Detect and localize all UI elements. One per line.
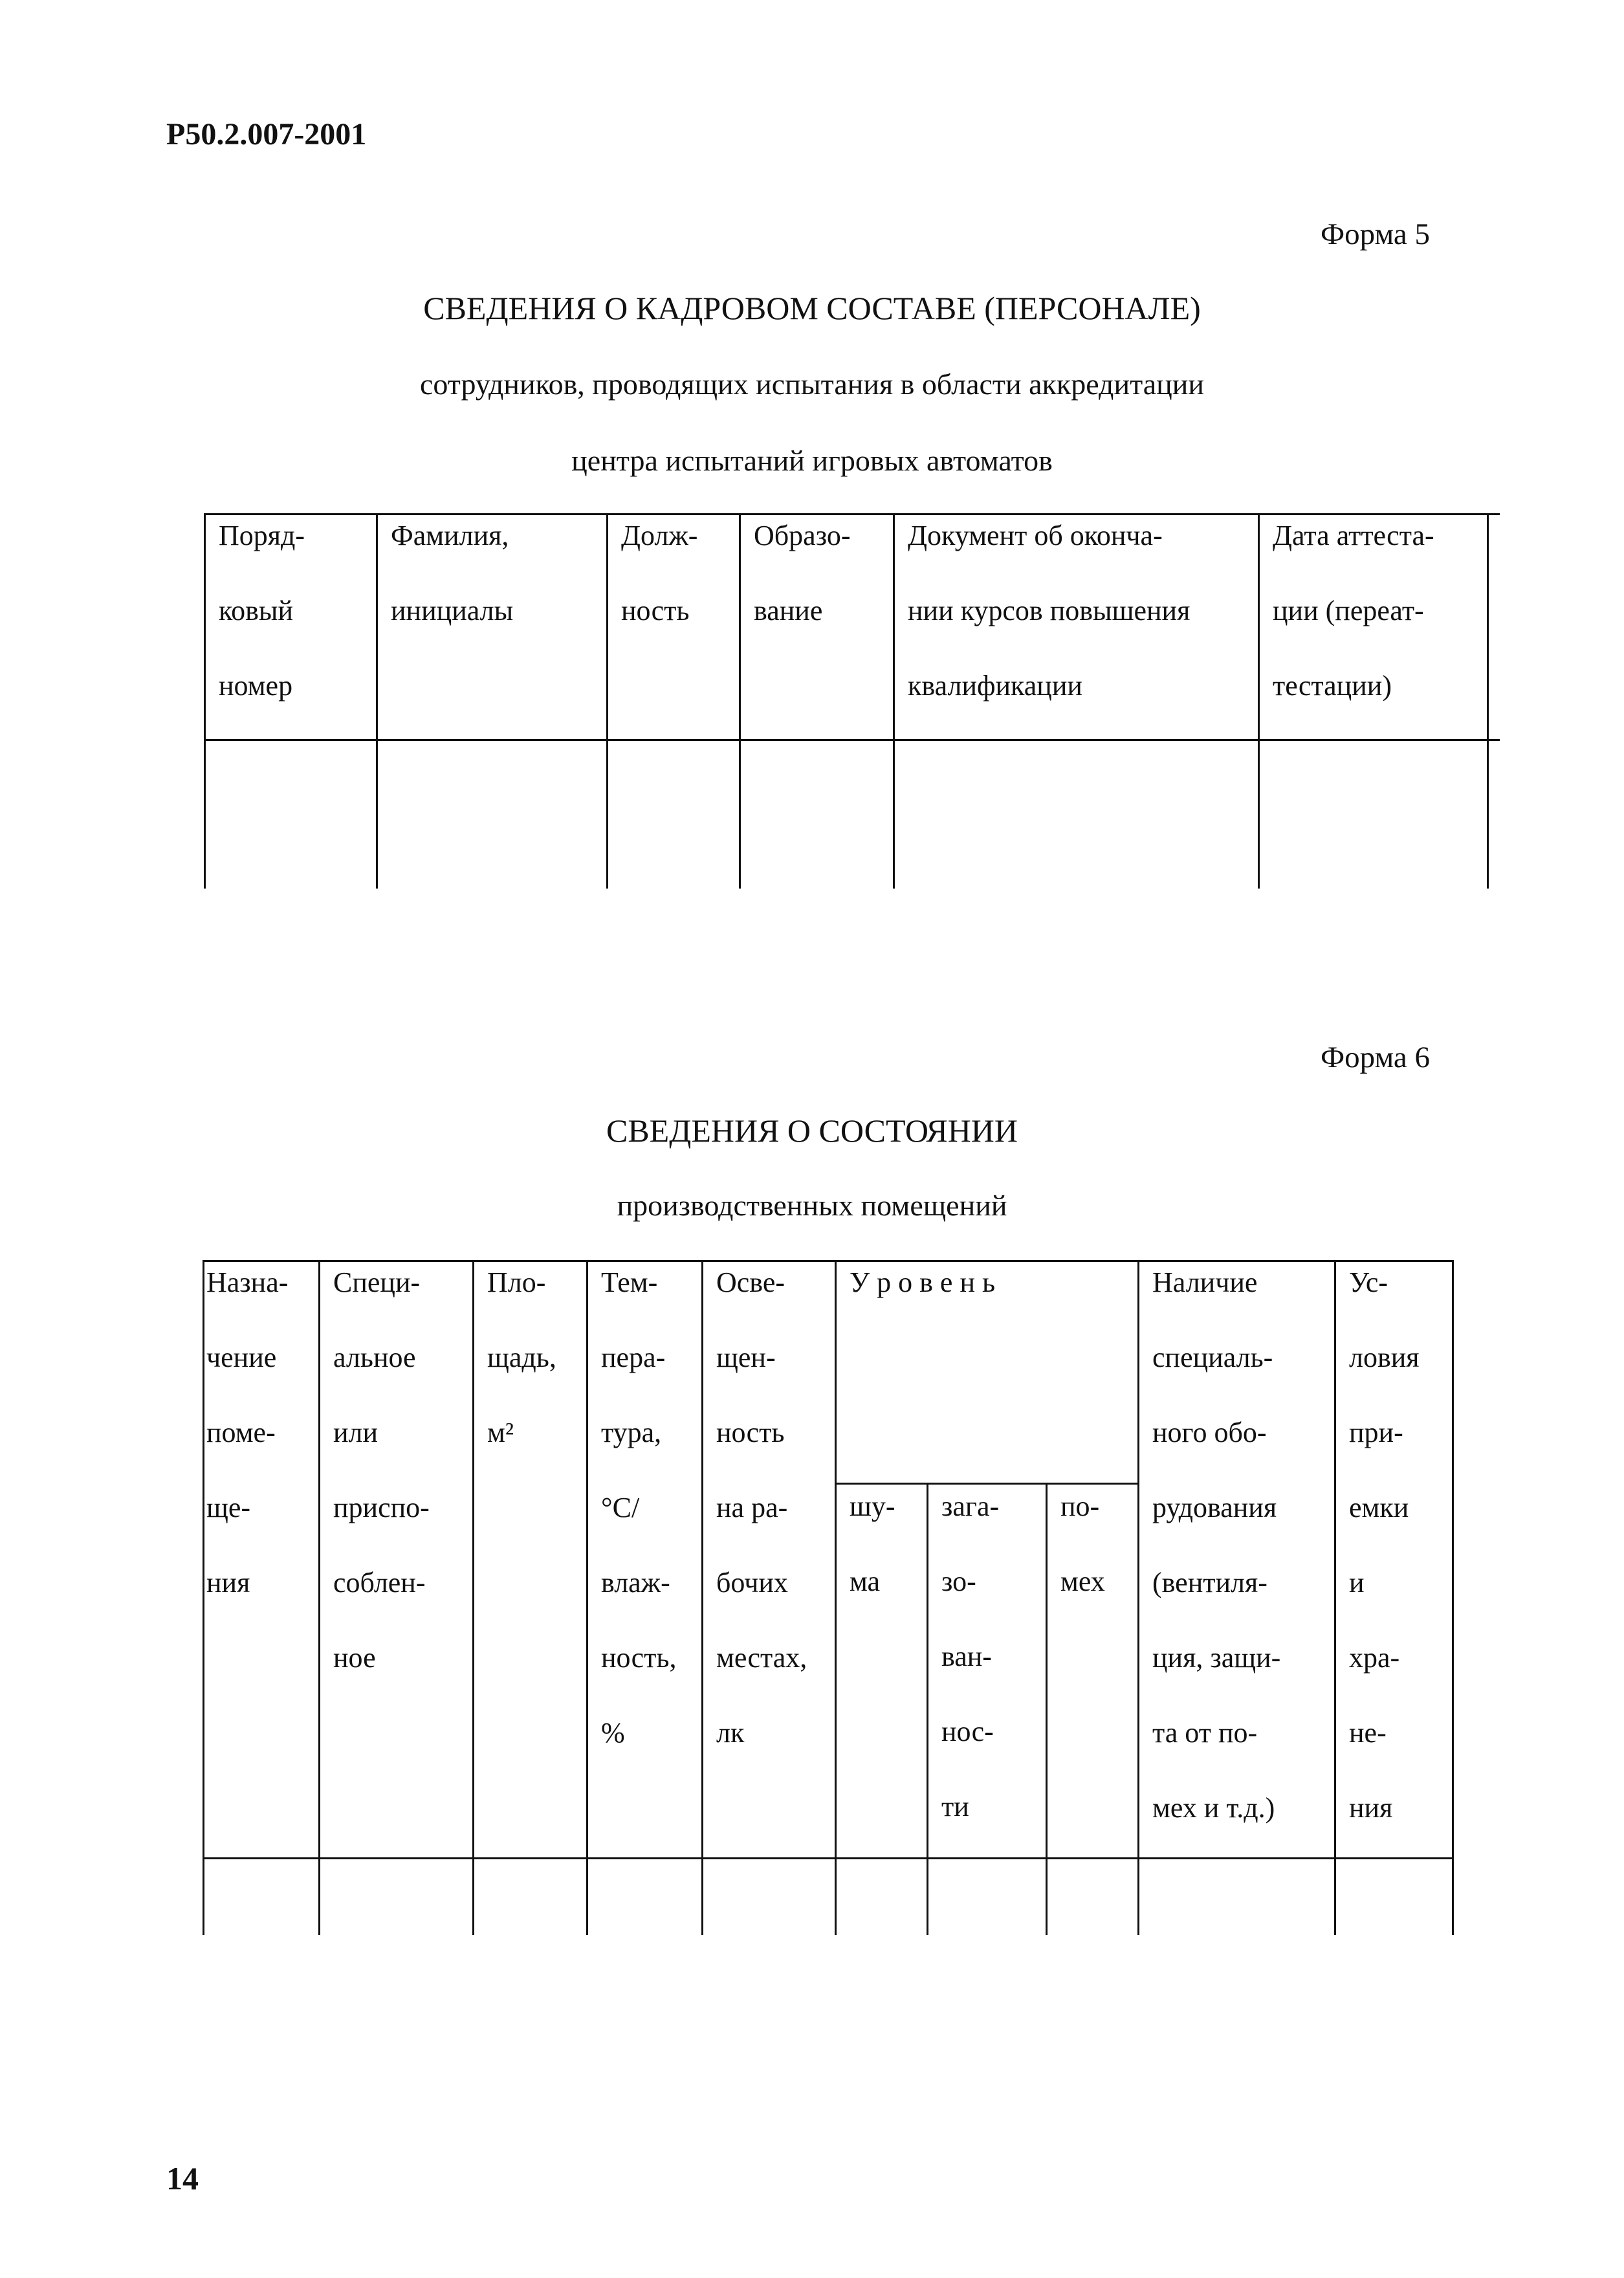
table-border — [893, 513, 895, 889]
column-header-conditions: Ус- ловия при- емки и хра- не- ния — [1349, 1266, 1420, 1824]
column-header-certification-date: Дата аттеста- ции (переат- тестации) — [1273, 520, 1434, 702]
column-header-position: Долж- ность — [621, 520, 698, 626]
table-border — [1137, 1260, 1139, 1935]
table-border — [586, 1260, 588, 1935]
form5-title: СВЕДЕНИЯ О КАДРОВОМ СОСТАВЕ (ПЕРСОНАЛЕ) — [423, 290, 1201, 326]
table-border — [203, 1260, 204, 1935]
column-header-special: Специ- альное или приспо- соблен- ное — [333, 1266, 430, 1674]
column-header-level-noise: шу- ма — [850, 1490, 895, 1597]
column-header-lighting: Осве- щен- ность на ра- бочих местах, лк — [716, 1266, 807, 1749]
column-header-purpose: Назна- чение поме- ще- ния — [206, 1266, 289, 1598]
form6-subtitle: производственных помещений — [617, 1189, 1007, 1222]
document-code: Р50.2.007-2001 — [166, 117, 367, 151]
column-header-area: Пло- щадь, м² — [487, 1266, 556, 1448]
table-border — [1452, 1260, 1454, 1935]
form5-subtitle-1: сотрудников, проводящих испытания в области аккредитации — [419, 368, 1205, 401]
column-header-education: Образо- вание — [754, 520, 851, 626]
form5-label: Форма 5 — [1321, 217, 1430, 251]
table-border — [472, 1260, 474, 1935]
page-number: 14 — [166, 2160, 199, 2196]
table-border — [1487, 513, 1489, 889]
table-border — [376, 513, 378, 889]
table-border — [318, 1260, 320, 1935]
table-border — [739, 513, 741, 889]
column-header-level-gas: зага- зо- ван- нос- ти — [941, 1490, 1000, 1822]
column-header-equipment: Наличие специаль- ного обо- рудования (вентиля- ция, защи- та от по- мех и т.д.) — [1152, 1266, 1281, 1824]
table-border — [1334, 1260, 1336, 1935]
column-header-level: У р о в е н ь — [850, 1266, 996, 1298]
form6-label: Форма 6 — [1321, 1041, 1430, 1074]
form5-subtitle-2: центра испытаний игровых автоматов — [571, 444, 1053, 477]
table-border — [927, 1483, 928, 1935]
form6-title: СВЕДЕНИЯ О СОСТОЯНИИ — [606, 1112, 1018, 1149]
column-header-name: Фамилия, инициалы — [391, 520, 514, 626]
table-border — [835, 1260, 837, 1935]
table-border — [204, 739, 1500, 741]
table-border — [203, 1857, 1454, 1859]
table-border — [1258, 513, 1260, 889]
column-header-training-document: Документ об оконча- нии курсов повышения квалификации — [908, 520, 1191, 702]
column-header-number: Поряд- ковый номер — [219, 520, 305, 702]
table-border — [606, 513, 608, 889]
table-border — [701, 1260, 703, 1935]
table-border — [204, 513, 206, 889]
column-header-level-interference: по- мех — [1060, 1490, 1105, 1597]
column-header-temperature: Тем- пера- тура, °С/ влаж- ность, % — [601, 1266, 677, 1749]
table-border — [1046, 1483, 1048, 1935]
